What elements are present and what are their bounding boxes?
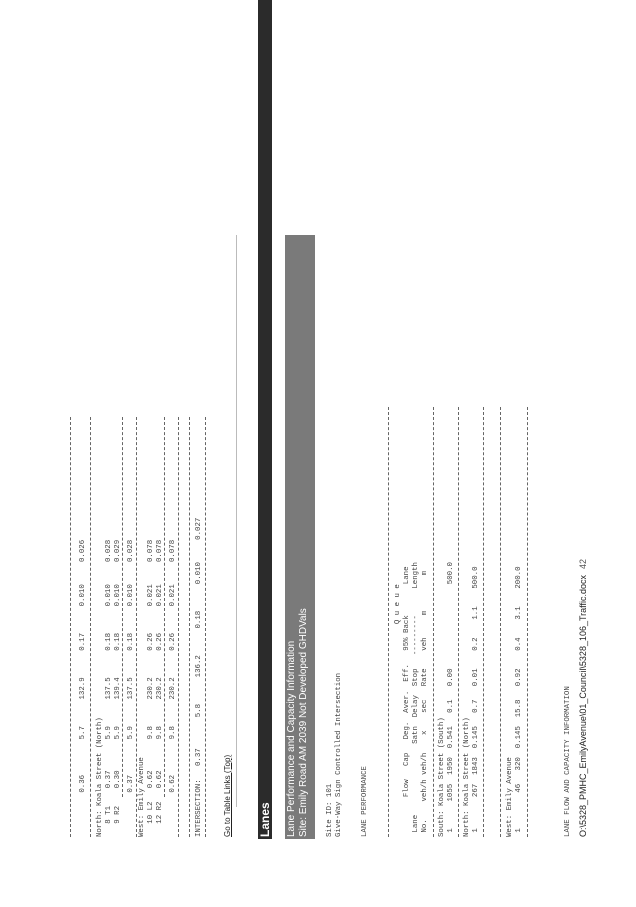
prev-row: 10 L2 0.62 9.8 230.2 0.26 0.021 0.078 bbox=[147, 539, 155, 837]
prev-row: 9 R2 0.30 5.9 139.4 0.18 0.010 0.029 bbox=[114, 539, 122, 837]
approach-heading-south: South: Koala Street (South) bbox=[438, 717, 446, 837]
divider bbox=[483, 407, 484, 837]
lane-table-header: Flow Cap Deg. Aver. Eff. 95% Back Lane bbox=[403, 566, 411, 837]
lane-table-header: Lane Satn Delay Stop --------- Length bbox=[412, 562, 420, 837]
document-footer bbox=[578, 559, 588, 837]
divider bbox=[527, 407, 528, 837]
divider bbox=[70, 417, 71, 837]
divider bbox=[388, 407, 389, 837]
lanes-section-bar bbox=[258, 0, 272, 839]
go-to-table-links-link[interactable]: Go to Table Links (Top) bbox=[223, 754, 232, 837]
site-id: Site ID: 101 bbox=[326, 783, 334, 837]
divider bbox=[122, 417, 123, 797]
intersection-row: INTERSECTION: 0.37 5.8 136.2 0.18 0.010 0.027 bbox=[195, 517, 203, 837]
site-info-line1: Lane Performance and Capacity Information bbox=[286, 640, 297, 837]
divider bbox=[178, 417, 179, 837]
table-row: 1 267 1843 0.145 0.7 0.01 0.2 1.1 500.0 bbox=[472, 566, 480, 837]
prev-row: 8 T1 0.37 5.9 137.5 0.18 0.010 0.028 bbox=[105, 539, 113, 837]
prev-summary-row: 0.36 5.7 132.9 0.17 0.010 0.026 bbox=[79, 539, 87, 837]
site-info-line2: Site: Emily Road AM 2039 Not Developed GHDVals bbox=[298, 608, 309, 837]
footer-file-path: O:\5328_PMHC_EmilyAvenue\01_Council\5328_106_Traffic.docx bbox=[578, 575, 588, 837]
prev-approach-heading: North: Koala Street (North) bbox=[96, 717, 104, 837]
site-control-type: Give-Way Sign Controlled Intersection bbox=[335, 672, 343, 837]
prev-approach-heading: West: Emily Avenue bbox=[138, 757, 146, 837]
horizontal-rule bbox=[236, 235, 237, 807]
lane-flow-capacity-label: LANE FLOW AND CAPACITY INFORMATION bbox=[564, 686, 572, 837]
divider bbox=[164, 417, 165, 797]
approach-heading-north: North: Koala Street (North) bbox=[463, 717, 471, 837]
divider bbox=[90, 417, 91, 837]
prev-subtotal-row: 0.62 9.8 230.2 0.26 0.021 0.078 bbox=[169, 539, 177, 837]
lane-table-header: Q u e u e bbox=[394, 584, 402, 837]
lane-performance-label: LANE PERFORMANCE bbox=[361, 766, 369, 837]
prev-row: 12 R2 0.62 9.8 230.2 0.26 0.021 0.078 bbox=[156, 539, 164, 837]
divider bbox=[458, 407, 459, 837]
prev-subtotal-row: 0.37 5.9 137.5 0.18 0.010 0.028 bbox=[127, 539, 135, 837]
site-info-title bbox=[286, 608, 310, 837]
lanes-heading: Lanes bbox=[258, 802, 272, 837]
divider bbox=[205, 417, 206, 837]
divider bbox=[500, 407, 501, 837]
divider bbox=[433, 407, 434, 837]
divider bbox=[136, 417, 137, 837]
lane-table-header: No. veh/h veh/h x sec Rate veh m m bbox=[421, 570, 429, 837]
table-row: 1 46 320 0.145 15.8 0.92 0.4 3.1 200.0 bbox=[515, 566, 523, 837]
footer-page-number: 42 bbox=[578, 558, 588, 569]
approach-heading-west: West: Emily Avenue bbox=[506, 757, 514, 837]
table-row: 1 1055 1950 0.541 0.1 0.00 500.0 bbox=[447, 562, 455, 837]
divider bbox=[189, 417, 190, 837]
